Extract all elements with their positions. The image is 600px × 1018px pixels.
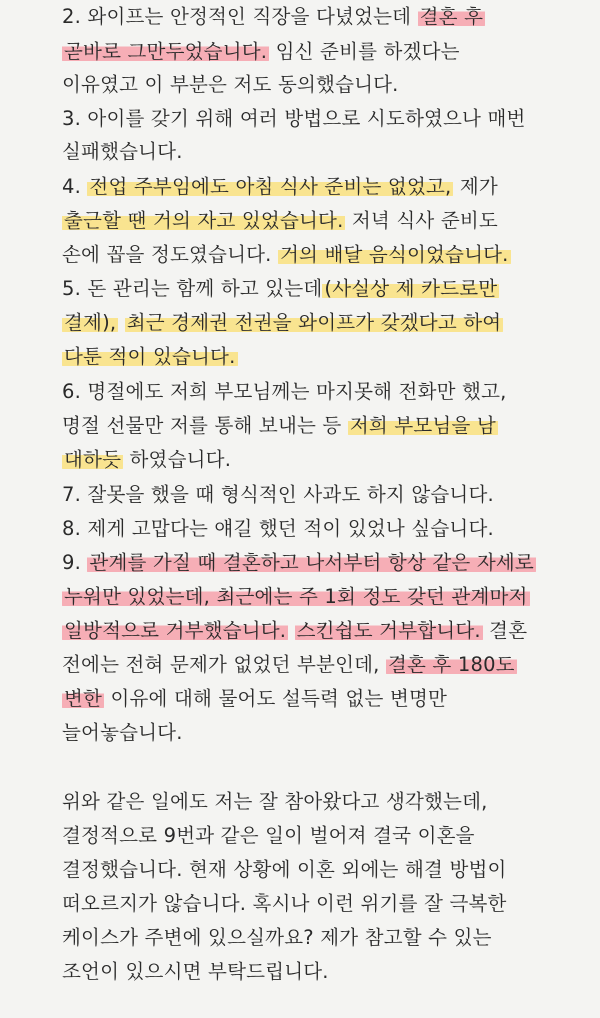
- text-line: [62, 855, 507, 885]
- text-segment: 임신 준비를 하겠다는: [269, 40, 460, 63]
- text-segment: 6. 명절에도 저희 부모님께는 마지못해 전화만 했고,: [62, 380, 507, 403]
- highlighted-text: 관계를 가질 때 결혼하고 나서부터 항상 같은 자세로: [89, 551, 534, 574]
- highlighted-text: (사실상 제 카드로만: [324, 277, 498, 300]
- text-segment: 케이스가 주변에 있으실까요? 제가 참고할 수 있는: [62, 926, 492, 949]
- text-line: [62, 445, 231, 475]
- text-line: [62, 172, 498, 202]
- text-line: [62, 206, 498, 236]
- text-segment: 8. 제게 고맙다는 얘길 했던 적이 있었나 싶습니다.: [62, 517, 494, 540]
- text-line: [62, 137, 183, 167]
- text-line: [62, 957, 329, 987]
- text-segment: 떠오르지가 않습니다. 혹시나 이런 위기를 잘 극복한: [62, 892, 507, 915]
- highlighted-text: 스킨쉽도 거부합니다.: [296, 619, 481, 642]
- highlighted-text: 대하듯: [64, 448, 122, 471]
- text-line: [62, 616, 527, 646]
- highlighted-text: 변한: [64, 687, 103, 710]
- text-segment: [288, 619, 294, 642]
- text-segment: 이유에 대해 물어도 설득력 없는 변명만: [104, 687, 448, 710]
- text-segment: 손에 꼽을 정도였습니다.: [62, 243, 278, 266]
- highlighted-text: 일방적으로 거부했습니다.: [64, 619, 287, 642]
- text-line: [62, 411, 498, 441]
- highlighted-text: 저희 부모님을 남: [349, 414, 496, 437]
- text-line: [62, 548, 536, 578]
- text-line: [62, 582, 530, 612]
- text-line: [62, 342, 238, 372]
- text-segment: [118, 311, 124, 334]
- text-segment: 4.: [62, 175, 88, 198]
- text-line: [62, 308, 503, 338]
- text-segment: 5. 돈 관리는 함께 하고 있는데: [62, 277, 323, 300]
- text-line: [62, 104, 526, 134]
- text-line: [62, 650, 517, 680]
- text-segment: 늘어놓습니다.: [62, 721, 183, 744]
- highlighted-text: 결혼 후 180도: [387, 653, 515, 676]
- text-line: [62, 787, 488, 817]
- text-segment: 하였습니다.: [123, 448, 232, 471]
- text-segment: 제가: [453, 175, 498, 198]
- highlighted-text: 최근 경제권 전권을 와이프가 갖겠다고 하여: [126, 311, 502, 334]
- highlighted-text: 결제),: [64, 311, 117, 334]
- text-line: [62, 377, 507, 407]
- text-segment: 위와 같은 일에도 저는 잘 참아왔다고 생각했는데,: [62, 790, 488, 813]
- text-segment: 7. 잘못을 했을 때 형식적인 사과도 하지 않습니다.: [62, 483, 494, 506]
- text-line: [62, 889, 507, 919]
- text-line: [62, 70, 399, 100]
- text-line: [62, 480, 494, 510]
- text-line: [62, 821, 475, 851]
- text-segment: 명절 선물만 저를 통해 보내는 등: [62, 414, 348, 437]
- highlighted-text: 출근할 땐 거의 자고 있었습니다.: [64, 209, 344, 232]
- text-line: [62, 718, 183, 748]
- highlighted-text: 다툰 적이 있습니다.: [64, 345, 236, 368]
- highlighted-text: 곧바로 그만두었습니다.: [64, 40, 268, 63]
- text-line: [62, 37, 460, 67]
- text-segment: 이유였고 이 부분은 저도 동의했습니다.: [62, 73, 399, 96]
- text-line: [62, 274, 499, 304]
- text-segment: 전에는 전혀 문제가 없었던 부분인데,: [62, 653, 386, 676]
- highlighted-text: 거의 배달 음식이었습니다.: [279, 243, 509, 266]
- text-line: [62, 684, 447, 714]
- text-line: [62, 240, 511, 270]
- text-segment: 저녁 식사 준비도: [345, 209, 498, 232]
- text-segment: 조언이 있으시면 부탁드립니다.: [62, 960, 329, 983]
- highlighted-text: 전업 주부임에도 아침 식사 준비는 없었고,: [89, 175, 452, 198]
- text-segment: 9.: [62, 551, 88, 574]
- text-segment: 결정적으로 9번과 같은 일이 벌어져 결국 이혼을: [62, 824, 475, 847]
- highlighted-text: 누워만 있었는데, 최근에는 주 1회 정도 갖던 관계마저: [64, 585, 528, 608]
- highlighted-text: 결혼 후: [419, 5, 484, 28]
- text-line: [62, 923, 492, 953]
- text-segment: 3. 아이를 갖기 위해 여러 방법으로 시도하였으나 매번: [62, 107, 526, 130]
- text-segment: 2. 와이프는 안정적인 직장을 다녔었는데: [62, 5, 418, 28]
- text-segment: 결정했습니다. 현재 상황에 이혼 외에는 해결 방법이: [62, 858, 507, 881]
- text-segment: 결혼: [482, 619, 528, 642]
- text-line: [62, 514, 494, 544]
- text-line: [62, 2, 485, 32]
- text-segment: 실패했습니다.: [62, 140, 183, 163]
